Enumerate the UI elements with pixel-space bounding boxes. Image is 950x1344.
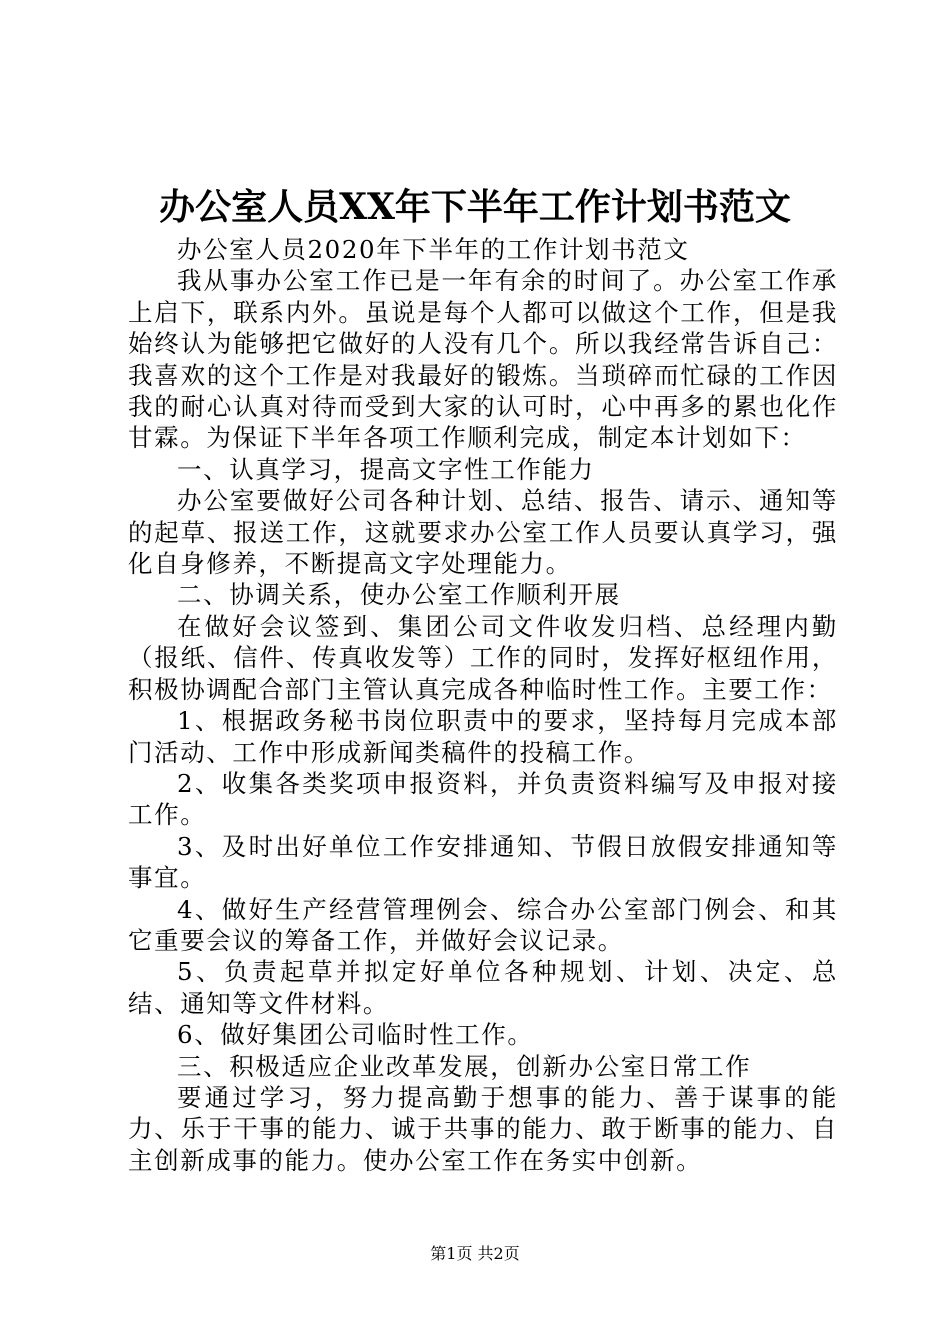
section-heading-2: 二、协调关系，使办公室工作顺利开展 <box>177 580 621 610</box>
list-item-6: 6、做好集团公司临时性工作。 <box>177 1020 534 1050</box>
paragraph-section-2: 在做好会议签到、集团公司文件收发归档、总经理内勤（报纸、信件、传真收发等）工作的同时，发挥好枢纽作用，积极协调配合部门主管认真完成各种临时性工作。主要工作： <box>128 611 838 704</box>
document-body <box>128 234 838 1176</box>
page-footer: 第1页 共2页 <box>430 1244 520 1263</box>
document-subtitle: 办公室人员2020年下半年的工作计划书范文 <box>177 235 690 264</box>
list-item-3: 3、及时出好单位工作安排通知、节假日放假安排通知等事宜。 <box>128 831 838 893</box>
paragraph-section-1: 办公室要做好公司各种计划、总结、报告、请示、通知等的起草、报送工作，这就要求办公室工作人员要认真学习，强化自身修养，不断提高文字处理能力。 <box>128 486 838 579</box>
section-heading-3: 三、积极适应企业改革发展，创新办公室日常工作 <box>177 1051 752 1081</box>
list-item-2: 2、收集各类奖项申报资料，并负责资料编写及申报对接工作。 <box>128 768 838 830</box>
document-title: 办公室人员XX年下半年工作计划书范文 <box>159 186 791 228</box>
list-item-5: 5、负责起草并拟定好单位各种规划、计划、决定、总结、通知等文件材料。 <box>128 957 838 1018</box>
section-heading-1: 一、认真学习，提高文字性工作能力 <box>177 454 595 484</box>
paragraph-intro: 我从事办公室工作已是一年有余的时间了。办公室工作承上启下，联系内外。虽说是每个人都可以做这个工作，但是我始终认为能够把它做好的人没有几个。所以我经常告诉自己：我喜欢的这个工作是对我最好的锻炼。当琐碎而忙碌的工作因我的耐心认真对待而受到大家的认可时，心中再多的累也化作甘霖。为保证下半年各项工作顺利完成，制定本计划如下： <box>128 266 838 453</box>
list-item-1: 1、根据政务秘书岗位职责中的要求，坚持每月完成本部门活动、工作中形成新闻类稿件的投稿工作。 <box>128 706 838 767</box>
paragraph-section-3: 要通过学习，努力提高勤于想事的能力、善于谋事的能力、乐于干事的能力、诚于共事的能力、敢于断事的能力、自主创新成事的能力。使办公室工作在务实中创新。 <box>128 1082 838 1175</box>
list-item-4: 4、做好生产经营管理例会、综合办公室部门例会、和其它重要会议的筹备工作，并做好会议记录。 <box>128 894 838 955</box>
